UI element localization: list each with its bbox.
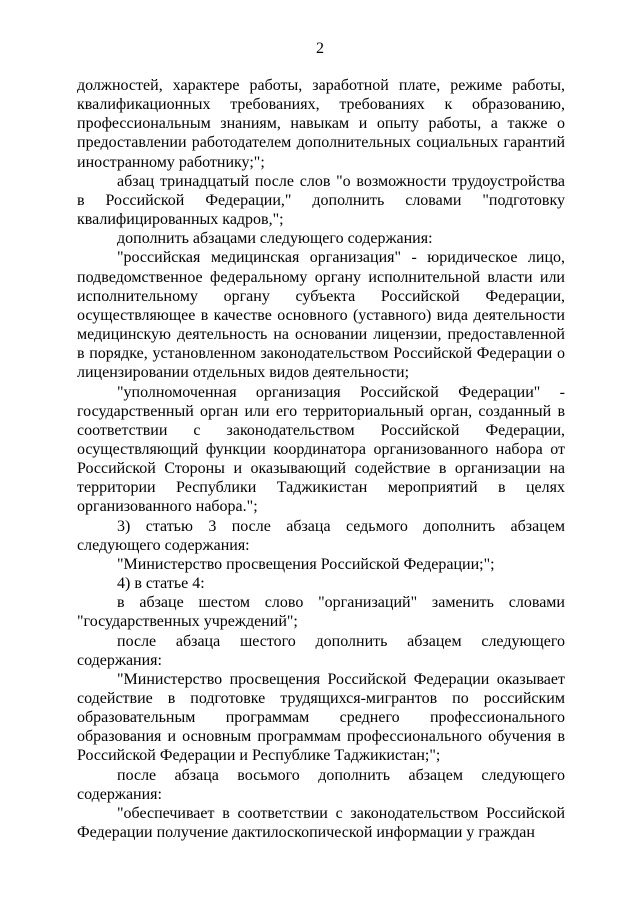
paragraph: абзац тринадцатый после слов "о возможности трудоустройства в Российской Федерации," дополнить словами "подготовку квалифицированных кадров,";	[77, 172, 565, 229]
page-number: 2	[316, 40, 324, 57]
paragraph: в абзаце шестом слово "организаций" заменить словами "государственных учреждений";	[77, 594, 565, 631]
paragraph: "Министерство просвещения Российской Федерации;";	[117, 555, 495, 573]
paragraph: "обеспечивает в соответствии с законодательством Российской Федерации получение дактилоскопической информации у граждан	[77, 804, 565, 842]
paragraph: 4) в статье 4:	[117, 575, 205, 593]
paragraph-definition: "российская медицинская организация" - юридическое лицо, подведомственное федеральному органу исполнительной власти или исполнительному органу субъекта Российской Федерации, осуществляющее в качестве основного (уставного) вида деятельности медицинскую деятельность на основании лицензии, предоставленной в порядке, установленном законодательством Российской Федерации о лицензировании отдельных видов деятельности;	[77, 249, 565, 382]
paragraph: 3) статью 3 после абзаца седьмого дополнить абзацем следующего содержания:	[77, 517, 565, 554]
paragraph: "Министерство просвещения Российской Федерации оказывает содействие в подготовке трудящихся-мигрантов по российским образовательным программам среднего профессионального образования и основным программам профессионального обучения в Российской Федерации и Республике Таджикистан;";	[77, 670, 565, 765]
paragraph-definition: "уполномоченная организация Российской Федерации" - государственный орган или его территориальный орган, созданный в соответствии с законодательством Российской Федерации, осуществляющий функции координатора организованного набора от Российской Стороны и оказывающий содействие в организации на территории Республики Таджикистан мероприятий в целях организованного набора.";	[77, 383, 565, 516]
paragraph-continuation: должностей, характере работы, заработной плате, режиме работы, квалификационных требованиях, требованиях к образованию, профессиональным знаниям, навыкам и опыту работы, а также о предоставлении работодателем дополнительных социальных гарантий иностранному работнику;";	[77, 77, 565, 171]
document-body	[77, 76, 565, 842]
paragraph: дополнить абзацами следующего содержания:	[117, 230, 433, 248]
paragraph: после абзаца восьмого дополнить абзацем следующего содержания:	[77, 766, 565, 803]
paragraph: после абзаца шестого дополнить абзацем следующего содержания:	[77, 632, 565, 669]
